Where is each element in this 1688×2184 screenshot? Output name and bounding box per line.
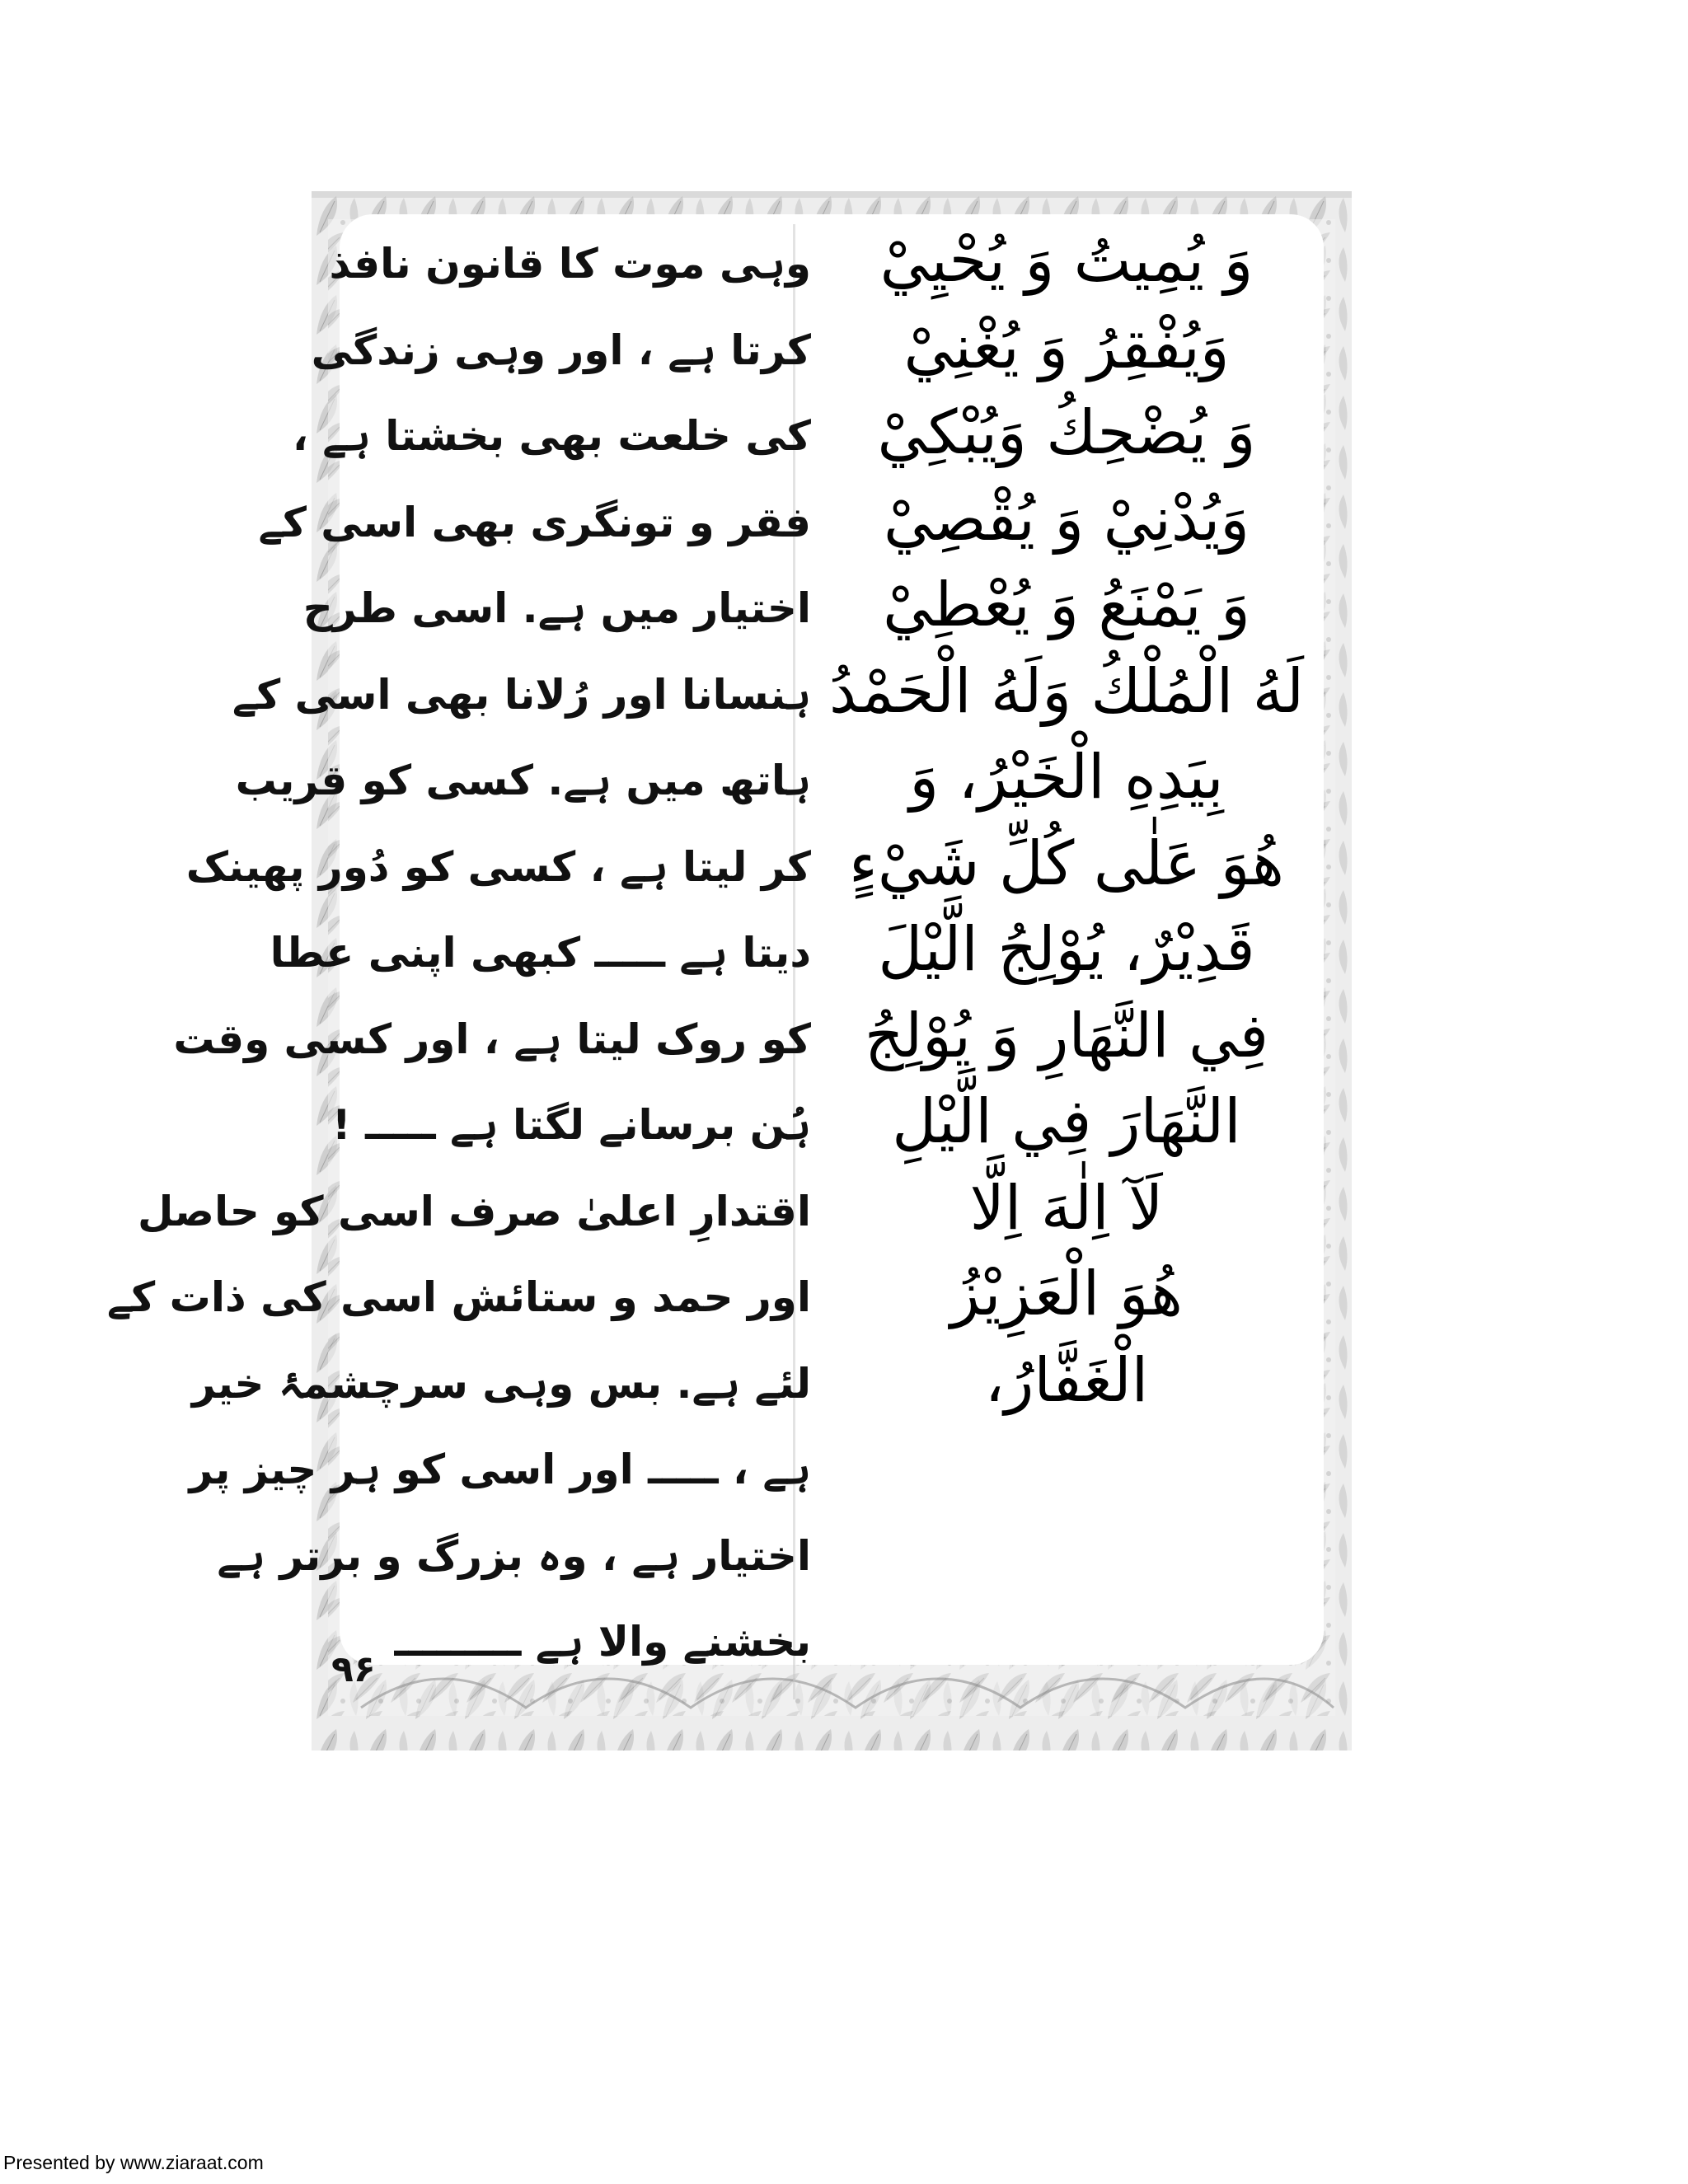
urdu-line: کو روک لیتا ہے ، اور کسی وقت — [173, 1015, 811, 1063]
arabic-line: النَّهَارَ فِي الَّيْلِ — [892, 1086, 1241, 1157]
arabic-line: هُوَ الْعَزِيْزُ — [950, 1258, 1183, 1329]
arabic-line: وَ يَمْنَعُ وَ يُعْطِيْ — [883, 569, 1250, 640]
arabic-line: وَ يُضْحِكُ وَيُبْكِيْ — [877, 397, 1256, 468]
arabic-line: بِيَدِهِ الْخَيْرُ، وَ — [909, 742, 1224, 813]
arabic-line: فِي النَّهَارِ وَ يُوْلِجُ — [864, 1000, 1269, 1071]
book-page — [106, 191, 1352, 1750]
urdu-line: کرتا ہے ، اور وہی زندگی — [311, 326, 811, 374]
urdu-line: ہاتھ میں ہے. کسی کو قریب — [235, 757, 811, 804]
arabic-line: هُوَ عَلٰى كُلِّ شَيْءٍ — [849, 827, 1284, 899]
urdu-line: اور حمد و ستائش اسی کی ذات کے — [106, 1273, 811, 1321]
urdu-line: فقر و تونگری بھی اسی کے — [258, 498, 811, 546]
urdu-line: دیتا ہے ـــــ کبھی اپنی عطا — [270, 929, 811, 977]
arabic-line: لَآ اِلٰهَ اِلَّا — [969, 1172, 1164, 1244]
arabic-line: لَهُ الْمُلْكُ وَلَهُ الْحَمْدُ — [829, 655, 1304, 727]
arabic-line: وَيُفْقِرُ وَ يُغْنِيْ — [903, 311, 1230, 382]
urdu-line: اختیار ہے ، وہ بزرگ و برتر ہے — [217, 1531, 811, 1580]
urdu-line: لئے ہے. بس وہی سرچشمۂ خیر — [191, 1359, 811, 1408]
arabic-line: وَ يُمِيتُ وَ يُحْيِيْ — [879, 225, 1254, 296]
urdu-line: کر لیتا ہے ، کسی کو دُور پھینک — [185, 842, 811, 891]
page-number: ۹۶ — [331, 1648, 376, 1690]
footer-credit: Presented by www.ziaraat.com — [3, 2152, 264, 2173]
urdu-line: اقتدارِ اعلیٰ صرف اسی کو حاصل — [138, 1187, 811, 1235]
urdu-line: وہی موت کا قانون نافذ — [329, 240, 811, 288]
urdu-line: ہے ، ـــــ اور اسی کو ہر چیز پر — [189, 1446, 811, 1493]
urdu-line: کی خلعت بھی بخشتا ہے ، — [292, 412, 811, 460]
arabic-line: قَدِيْرٌ، يُوْلِجُ الَّيْلَ — [878, 914, 1255, 985]
urdu-line: ہُن برسانے لگتا ہے ـــــ ! — [331, 1101, 811, 1149]
arabic-line: وَيُدْنِيْ وَ يُقْصِيْ — [883, 483, 1250, 555]
arabic-line: الْغَفَّارُ، — [984, 1344, 1149, 1416]
urdu-line: بخشنے والا ہے ـــــــــ — [394, 1618, 811, 1666]
urdu-line: ہنسانا اور رُلانا بھی اسی کے — [232, 670, 811, 719]
arabic-text-column — [821, 218, 1312, 1423]
urdu-line: اختیار میں ہے. اسی طرح — [302, 584, 811, 632]
